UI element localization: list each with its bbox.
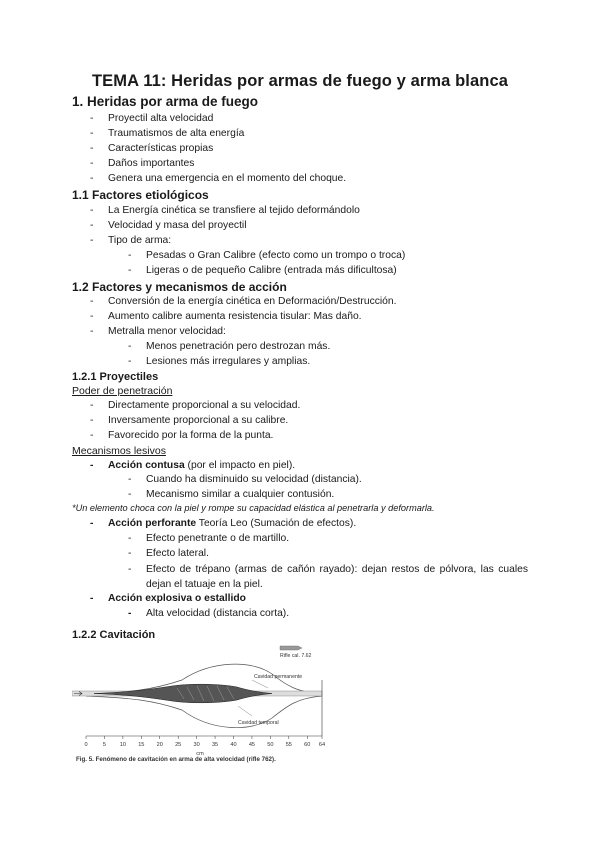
list-item: - Conversión de la energía cinética en Deformación/Destrucción. <box>90 296 397 307</box>
sub-list-item: - Mecanismo similar a cualquier contusión. <box>128 489 335 500</box>
subheading-penetracion: Poder de penetración <box>72 385 173 397</box>
x-axis-tick-label: 30 <box>193 742 200 748</box>
sub-list-item: - Efecto lateral. <box>128 548 209 559</box>
sub-list-item: - Efecto de trépano (armas de cañón rayado): dejan restos de pólvora, las cuales dejan el tatuaje en la piel. <box>128 564 528 590</box>
list-item: - Aumento calibre aumenta resistencia tisular: Mas daño. <box>90 311 362 322</box>
leader-line <box>238 706 252 716</box>
section-heading-1-1: 1.1 Factores etiológicos <box>72 188 209 202</box>
list-item: - Traumatismos de alta energía <box>90 128 245 139</box>
x-axis-tick-label: 0 <box>84 742 88 748</box>
list-item-accion-contusa: - Acción contusa (por el impacto en piel). <box>90 460 296 471</box>
list-item-accion-explosiva: - Acción explosiva o estallido <box>90 593 246 604</box>
list-item: - La Energía cinética se transfiere al tejido deformándolo <box>90 205 360 216</box>
x-axis-tick-label: 50 <box>267 742 274 748</box>
list-item-accion-perforante: - Acción perforante Teoría Leo (Sumación de efectos). <box>90 518 357 529</box>
list-item: - Directamente proporcional a su velocidad. <box>90 400 301 411</box>
list-item: - Daños importantes <box>90 158 195 169</box>
document-title: TEMA 11: Heridas por armas de fuego y arma blanca <box>91 72 508 90</box>
sub-list-item: - Cuando ha disminuido su velocidad (distancia). <box>128 474 362 485</box>
sub-list-item: - Alta velocidad (distancia corta). <box>128 608 290 619</box>
sub-list-item: - Efecto penetrante o de martillo. <box>128 533 290 544</box>
sub-list-item: - Pesadas o Gran Calibre (efecto como un trompo o troca) <box>128 250 406 261</box>
list-item: - Metralla menor velocidad: <box>90 326 226 337</box>
temporary-cavity-label: Cavidad temporal <box>238 720 279 726</box>
note: *Un elemento choca con la piel y rompe su capacidad elástica al penetrarla y deformarla. <box>72 503 435 513</box>
list-item: - Tipo de arma: <box>90 235 172 246</box>
cavitation-figure <box>72 640 344 764</box>
leader-line <box>252 680 268 688</box>
x-axis-tick-label: 15 <box>138 742 145 748</box>
x-axis-tick-label: 5 <box>102 742 106 748</box>
x-axis-tick-label: 35 <box>211 742 219 748</box>
permanent-cavity-label: Cavidad permanente <box>254 674 303 680</box>
section-heading-1-2: 1.2 Factores y mecanismos de acción <box>72 280 287 294</box>
list-item: - Inversamente proporcional a su calibre. <box>90 415 289 426</box>
bullet-icon <box>280 646 302 650</box>
rifle-label: Rifle cal. 7.62 <box>280 653 312 659</box>
x-axis-tick-label: 60 <box>304 742 311 748</box>
section-heading-1: 1. Heridas por arma de fuego <box>72 94 259 109</box>
x-axis-tick-label: 55 <box>285 742 292 748</box>
axis-unit: cm <box>196 751 204 757</box>
section-heading-1-2-1: 1.2.1 Proyectiles <box>72 371 159 383</box>
sub-list-item: - Menos penetración pero destrozan más. <box>128 341 331 352</box>
x-axis-tick-label: 25 <box>175 742 182 748</box>
permanent-cavity <box>94 684 272 703</box>
list-item: - Favorecido por la forma de la punta. <box>90 430 274 441</box>
x-axis-tick-label: 40 <box>230 742 237 748</box>
x-axis-ticks <box>84 736 325 748</box>
sub-list-item: - Lesiones más irregulares y amplias. <box>128 356 311 367</box>
list-item: - Genera una emergencia en el momento del choque. <box>90 173 347 184</box>
sub-list-item: - Ligeras o de pequeño Calibre (entrada más dificultosa) <box>128 265 397 276</box>
x-axis-tick-label: 45 <box>248 742 256 748</box>
x-axis-tick-label: 10 <box>119 742 126 748</box>
list-item: - Proyectil alta velocidad <box>90 113 214 124</box>
subheading-mecanismos: Mecanismos lesivos <box>72 445 166 457</box>
list-item: - Características propias <box>90 143 214 154</box>
x-axis-tick-label: 64 <box>318 742 326 748</box>
x-axis-tick-label: 20 <box>156 742 163 748</box>
section-heading-1-2-2: 1.2.2 Cavitación <box>72 629 156 641</box>
list-item: - Velocidad y masa del proyectil <box>90 220 247 231</box>
figure-caption: Fig. 5. Fenómeno de cavitación en arma de alta velocidad (rifle 762). <box>76 756 276 763</box>
